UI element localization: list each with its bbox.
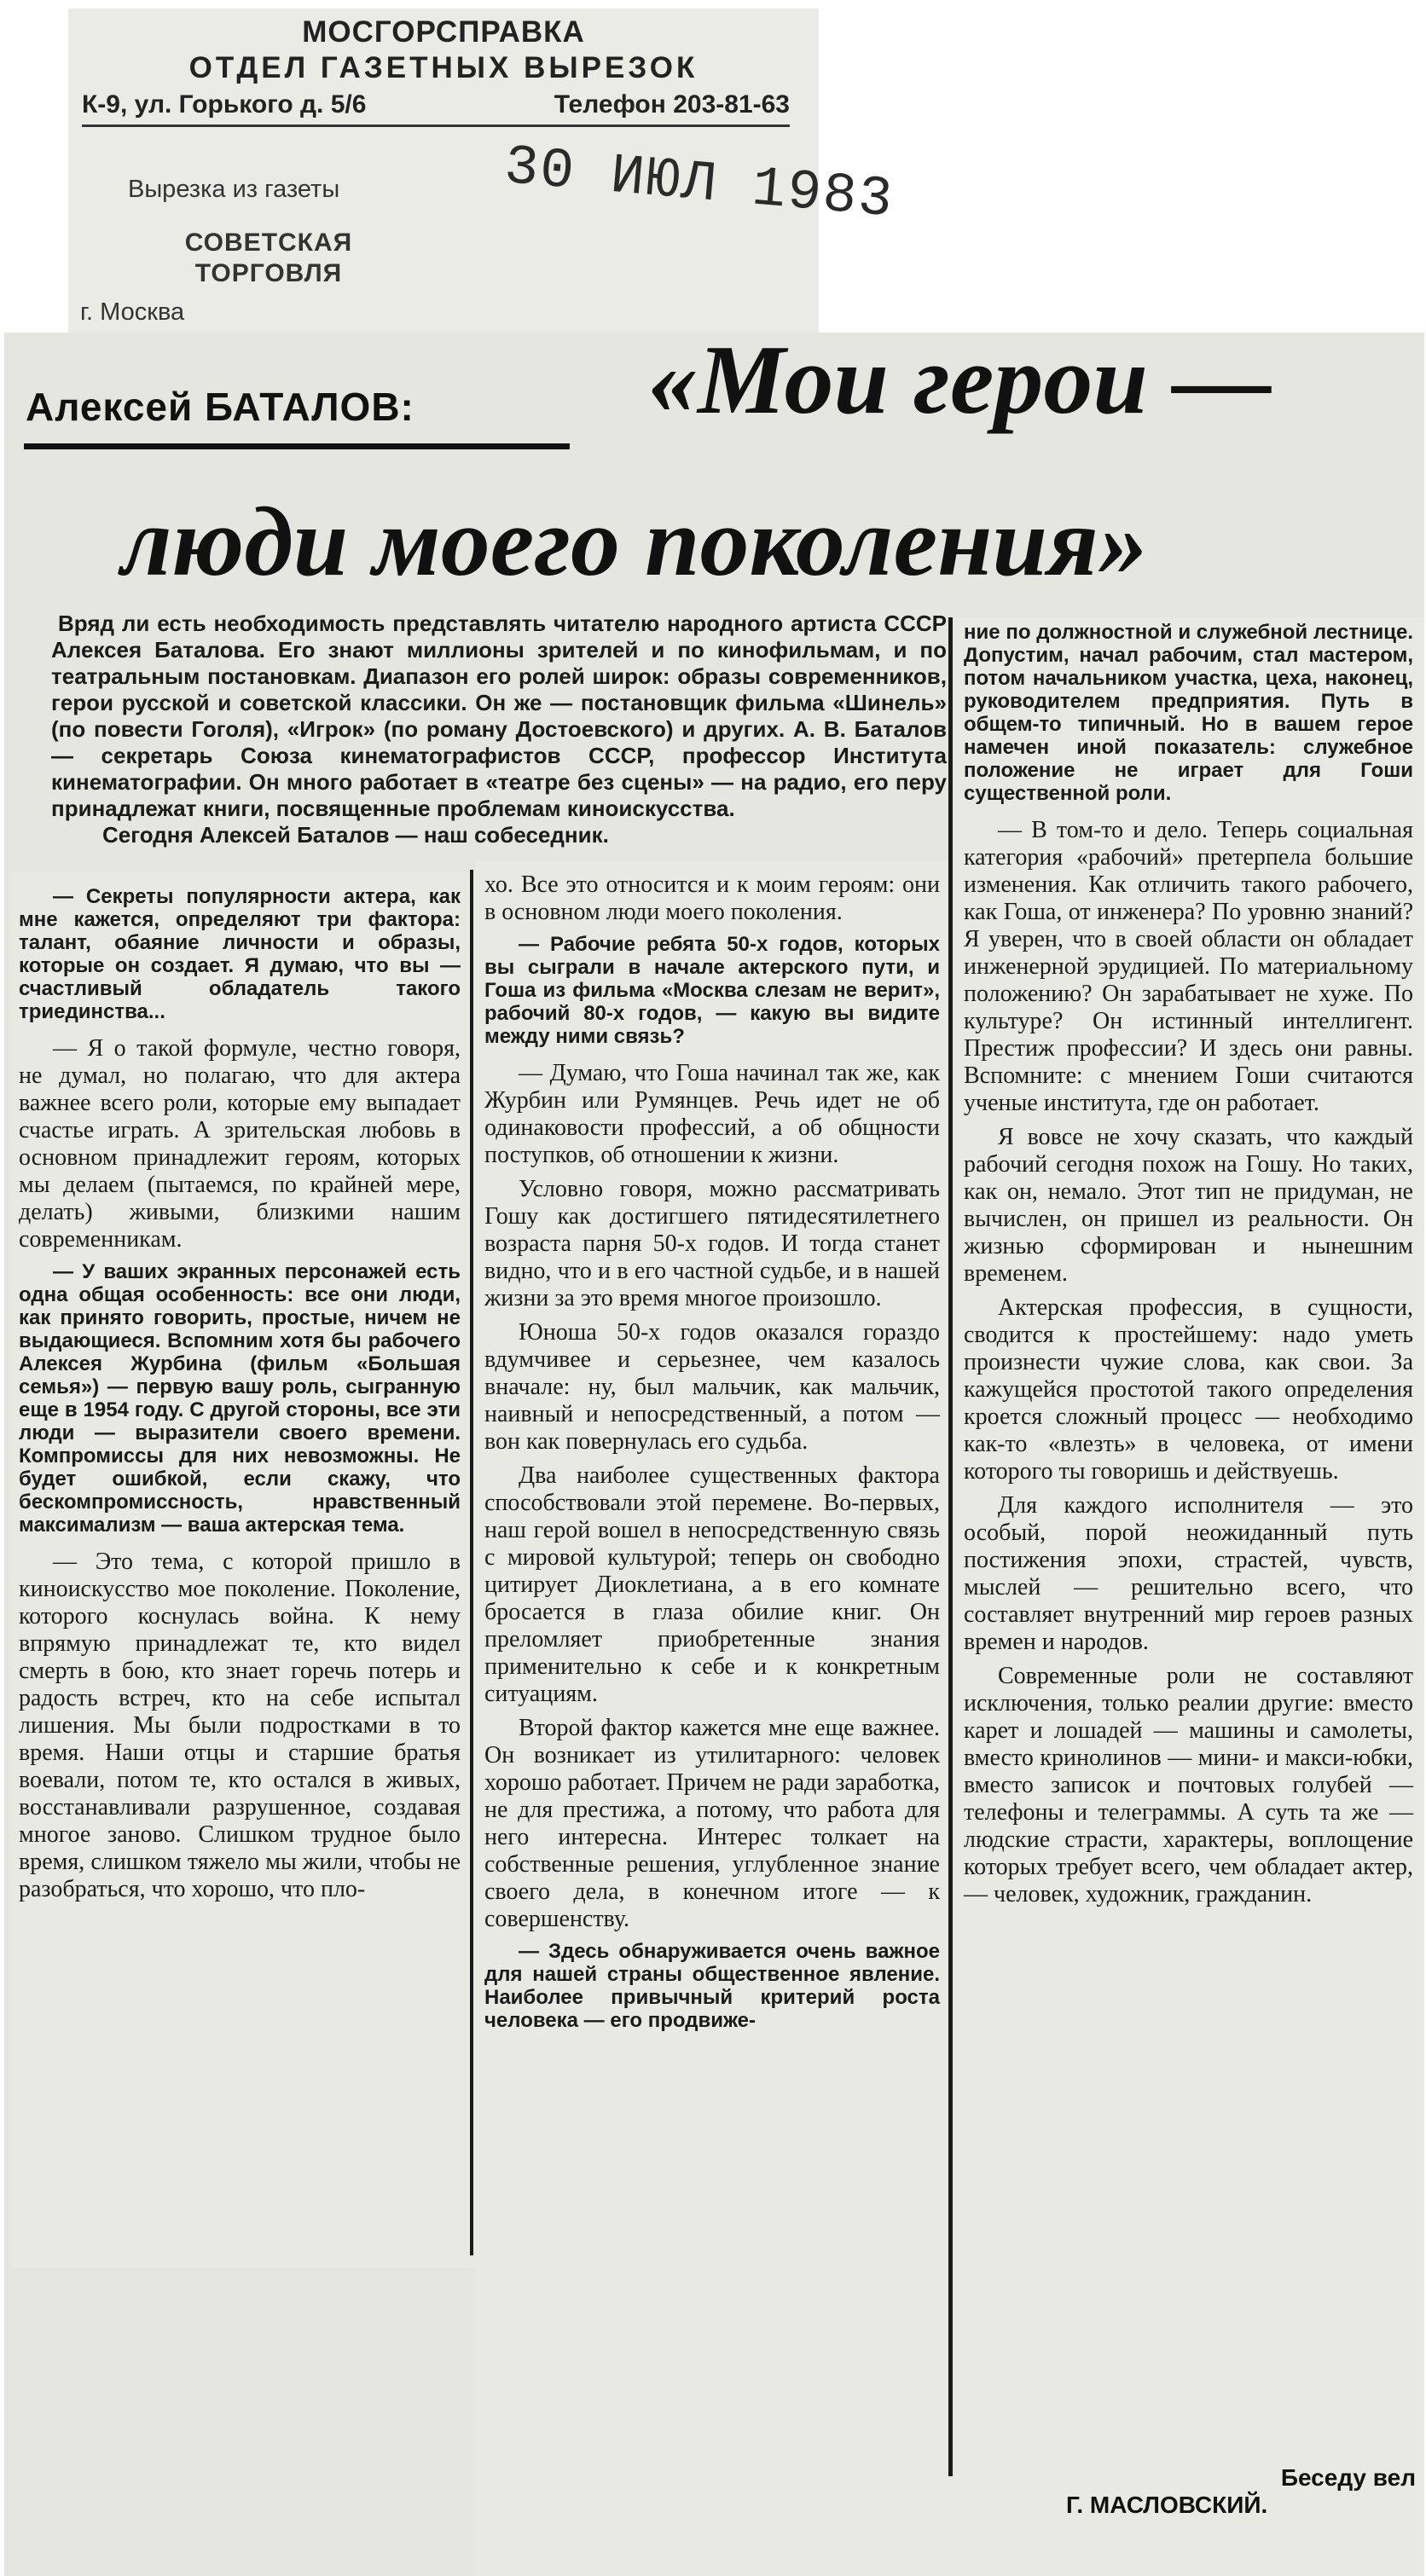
stamp-phone: Телефон 203-81-63 bbox=[554, 90, 790, 119]
stamp-address: К-9, ул. Горького д. 5/6 bbox=[82, 90, 367, 119]
answer-paragraph: Второй фактор кажется мне еще важнее. Он возникает из утилитарного: человек хорошо работает. Причем не ради заработка, не для престижа, а потому, что работа для него интересна. Интерес толкает на собственные решения, углубленное знание своего дела, в конечном итоге — к совершенству. bbox=[484, 1715, 940, 1932]
answer-paragraph: — Это тема, с которой пришло в киноискусство мое поколение. Поколение, которого коснулась война. К нему впрямую принадлежат те, кто видел смерть в бою, кто знает горечь потерь и радость встреч, кто на себе испытал лишения. Мы были подростками в то время. Наши отцы и старшие братья воевали, потом те, кто остался в живых, восстанавливали разрушенное, создавая многое заново. Слишком трудное было время, слишком тяжело мы жили, чтобы не разобраться, что хорошо, что пло- bbox=[19, 1548, 461, 1902]
question: — Рабочие ребята 50-х годов, которых вы сыграли в начале актерского пути, и Гоша из фильма «Москва слезам не верит», рабочий 80-х годов, — какую вы видите между ними связь? bbox=[484, 933, 940, 1048]
date-stamp: 30 ИЮЛ 1983 bbox=[501, 135, 896, 233]
headline-line-1: «Мои герои — bbox=[648, 326, 1272, 435]
interviewer-signature bbox=[1066, 2464, 1416, 2519]
headline-line-2: люди моего поколения» bbox=[121, 488, 1148, 597]
answer-paragraph: Условно говоря, можно рассматривать Гошу как достигшего пятидесятилетнего возраста парня 50-х годов. И тогда станет видно, что и в его частной судьбе, и в нашей жизни за это время многое произошло. bbox=[484, 1176, 940, 1311]
column-divider bbox=[948, 617, 953, 2476]
question: — У ваших экранных персонажей есть одна общая особенность: все они люди, как принято говорить, простые, ничем не выдающиеся. Вспомним хотя бы рабочего Алексея Журбина (фильм «Большая семья») — первую вашу роль, сыгранную еще в 1954 году. С другой стороны, все эти люди — выразители своего времени. Компромиссы для них невозможны. Не будет ошибкой, если скажу, что бескомпромиссность, нравственный максимализм — ваша актерская тема. bbox=[19, 1260, 461, 1537]
article-column-3 bbox=[964, 617, 1413, 1915]
answer-paragraph: Два наиболее существенных фактора способствовали этой перемене. Во-первых, наш герой вошел в непосредственную связь с мировой культурой; теперь он свободно цитирует Диоклетиана, а в его комнате бросается в глаза обилие книг. Он преломляет приобретенные знания применительно к себе и к конкретным ситуациям. bbox=[484, 1462, 940, 1707]
city: г. Москва bbox=[80, 298, 185, 326]
article-author: Алексей БАТАЛОВ: bbox=[26, 385, 414, 429]
newspaper-name-line-1: СОВЕТСКАЯ bbox=[184, 229, 353, 257]
answer-paragraph: — Я о такой формуле, честно говоря, не думал, но полагаю, что для актера важнее всего роли, которые ему выпадает счастье играть. А зрительская любовь в основном принадлежит героям, которых мы делаем (пытаемся, по крайней мере, делать) живыми, близкими нашим современникам. bbox=[19, 1035, 461, 1253]
stamp-org: МОСГОРСПРАВКА bbox=[302, 15, 585, 49]
column-divider bbox=[470, 870, 473, 2255]
answer-paragraph: — Думаю, что Гоша начинал так же, как Журбин или Румянцев. Речь идет не об одинаковости профессий, а об общности поступков, об отношении к жизни. bbox=[484, 1060, 940, 1168]
author-underline bbox=[24, 443, 570, 449]
signature-label: Беседу вел bbox=[1280, 2464, 1416, 2491]
lead-paragraph: Сегодня Алексей Баталов — наш собеседник. bbox=[102, 822, 609, 848]
article-column-2 bbox=[484, 871, 940, 2044]
question: — Секреты популярности актера, как мне кажется, определяют три фактора: талант, обаяние личности и образы, которые он создает. Я думаю, что вы — счастливый обладатель такого триединства... bbox=[19, 885, 461, 1023]
answer-paragraph: Я вовсе не хочу сказать, что каждый рабочий сегодня похож на Гошу. Но таких, как он, немало. Этот тип не придуман, не вычислен, он пришел из реальности. Он жизнью сформирован и нынешним временем. bbox=[964, 1124, 1413, 1287]
question: ние по должностной и служебной лестнице. Допустим, начал рабочим, стал мастером, потом начальником участка, цеха, наконец, руководителем предприятия. Путь в общем-то типичный. Но в вашем герое намечен иной показатель: служебное положение не играет для Гоши существенной роли. bbox=[964, 621, 1413, 805]
answer-paragraph: Актерская профессия, в сущности, сводится к простейшему: надо уметь произнести чужие слова, как свои. За кажущейся простотой такого определения кроется сложный процесс — необходимо как-то «влезть» в человека, от имени которого ты говоришь и действуешь. bbox=[964, 1294, 1413, 1485]
answer-paragraph: — В том-то и дело. Теперь социальная категория «рабочий» претерпела большие изменения. Как отличить такого рабочего, как Гоша, от инженера? По уровню знаний? Я уверен, что в своей области он обладает инженерной эрудицией. По материальному положению? Он зарабатывает не хуже. По культуре? Он истинный интеллигент. Престиж профессии? И здесь они равны. Вспомните: с мнением Гоши считаются ученые института, где он работает. bbox=[964, 817, 1413, 1116]
newspaper-name-line-2: ТОРГОВЛЯ bbox=[194, 259, 343, 287]
clip-label: Вырезка из газеты bbox=[128, 176, 340, 203]
answer-paragraph: Юноша 50-х годов оказался гораздо вдумчивее и серьезнее, чем казалось вначале: ну, был мальчик, как мальчик, наивный и непосредственный, а потом — вон как повернулась его судьба. bbox=[484, 1319, 940, 1455]
article-lead bbox=[51, 611, 947, 848]
article-column-1 bbox=[19, 882, 461, 1910]
answer-paragraph: хо. Все это относится и к моим героям: они в основном люди моего поколения. bbox=[484, 871, 940, 925]
answer-paragraph: Для каждого исполнителя — это особый, порой неожиданный путь постижения эпохи, страстей, чувств, мыслей — решительно всего, что составляет внутренний мир героев разных времен и народов. bbox=[964, 1492, 1413, 1655]
stamp-address-line bbox=[82, 90, 790, 127]
question: — Здесь обнаруживается очень важное для нашей страны общественное явление. Наиболее привычный критерий роста человека — его продвиже- bbox=[484, 1940, 940, 2032]
answer-paragraph: Современные роли не составляют исключения, только реалии другие: вместо карет и лошадей — машины и самолеты, вместо кринолинов — мини- и макси-юбки, вместо записок и почтовых голубей — телефоны и телеграммы. А суть та же — людские страсти, характеры, воплощение которых требует всего, чем обладает актер, — человек, художник, гражданин. bbox=[964, 1663, 1413, 1907]
stamp-dept: ОТДЕЛ ГАЗЕТНЫХ ВЫРЕЗОК bbox=[188, 51, 699, 84]
lead-paragraph: Вряд ли есть необходимость представлять читателю народного артиста СССР Алексея Баталова. Его знают миллионы зрителей и по кинофильмам, и по театральным постановкам. Диапазон его ролей широк: образы современников, герои русской и советской классики. Он же — постановщик фильма «Шинель» (по повести Гоголя), «Игрок» (по роману Достоевского) и других. А. В. Баталов — секретарь Союза кинематографистов СССР, профессор Института кинематографии. Он много работает в «театре без сцены» — на радио, его перу принадлежат книги, посвященные проблемам киноискусства. bbox=[51, 611, 947, 821]
signature-name: Г. МАСЛОВСКИЙ. bbox=[1066, 2492, 1268, 2518]
